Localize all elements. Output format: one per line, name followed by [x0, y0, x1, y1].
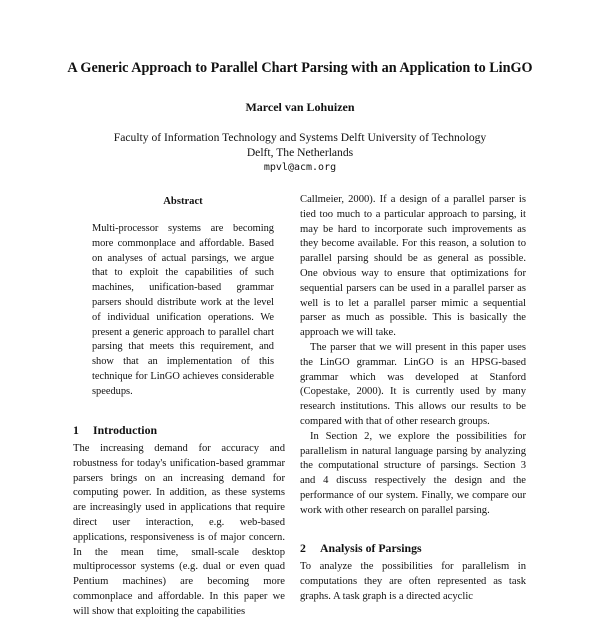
- right-paragraph-3: In Section 2, we explore the possibilities for parallelism in natural language parsing by analyzing the computational structure of parsings. Section 3 and 4 discuss respectively the design and the performance of our system. Finally, we compare our work with other research on parallel parsing.: [300, 430, 526, 516]
- author-name: Marcel van Lohuizen: [245, 100, 355, 114]
- right-paragraph-1: Callmeier, 2000). If a design of a parallel parser is tied too much to a particular approach to parsing, it may be hard to incorporate such improvements as they become available. For this reason, a solution to parallel parsing should be as general as possible. One obvious way to ensure that optimizations for sequential parsers can be used in a parallel parser as well is to let a parallel parser mimic a sequential parser as much as possible. This is basically the approach we will take.: [300, 194, 526, 339]
- author-email: mpvl@acm.org: [263, 162, 337, 173]
- abstract-heading: Abstract: [163, 196, 203, 207]
- section-2-title: Analysis of Parsings: [320, 541, 422, 555]
- affiliation-line-2: Delft, The Netherlands: [246, 146, 354, 159]
- section-2-heading: [300, 541, 422, 556]
- section-2-body: [300, 560, 526, 604]
- section-1-title: Introduction: [93, 423, 158, 437]
- abstract-text: [92, 222, 274, 400]
- paper-title: A Generic Approach to Parallel Chart Parsing with an Application to LinGO: [67, 60, 533, 76]
- abstract-paragraph: Multi-processor systems are becoming more commonplace and affordable. Based on analyses of actual parsings, we argue that to exploit the capabilities of such machines, unification-based grammar parsers should distribute work at the level of individual unification operations. We present a generic approach to parallel chart parsing that meets this requirement, and show that an implementation of this technique for LinGO achieves considerable speedups.: [92, 223, 274, 397]
- section-1-body: [73, 442, 285, 620]
- section-2-number: 2: [300, 541, 306, 555]
- right-paragraph-2: The parser that we will present in this paper uses the LinGO grammar. LinGO is an HPSG-based grammar which was developed at Stanford (Copestake, 2000). It is currently used by many research institutions. This allows our results to be compared with that of other research groups.: [300, 341, 526, 427]
- section-2-paragraph: To analyze the possibilities for parallelism in computations they are often represented as task graphs. A task graph is a directed acyclic: [300, 561, 526, 602]
- section-1-paragraph: The increasing demand for accuracy and robustness for today's unification-based grammar parsers brings on an increasing demand for computing power. In addition, as these systems are increasingly used in applications that require direct user interaction, e.g. web-based applications, responsiveness is of major concern. In the mean time, small-scale desktop multiprocessor systems (e.g. dual or even quad Pentium machines) are becoming more commonplace and affordable. In this paper we will show that exploiting the capabilities: [73, 443, 285, 617]
- section-1-number: 1: [73, 423, 79, 437]
- affiliation: [0, 130, 600, 175]
- affiliation-line-1: Faculty of Information Technology and Systems Delft University of Technology: [113, 131, 487, 144]
- right-column-text: [300, 193, 526, 519]
- section-1-heading: [73, 423, 157, 438]
